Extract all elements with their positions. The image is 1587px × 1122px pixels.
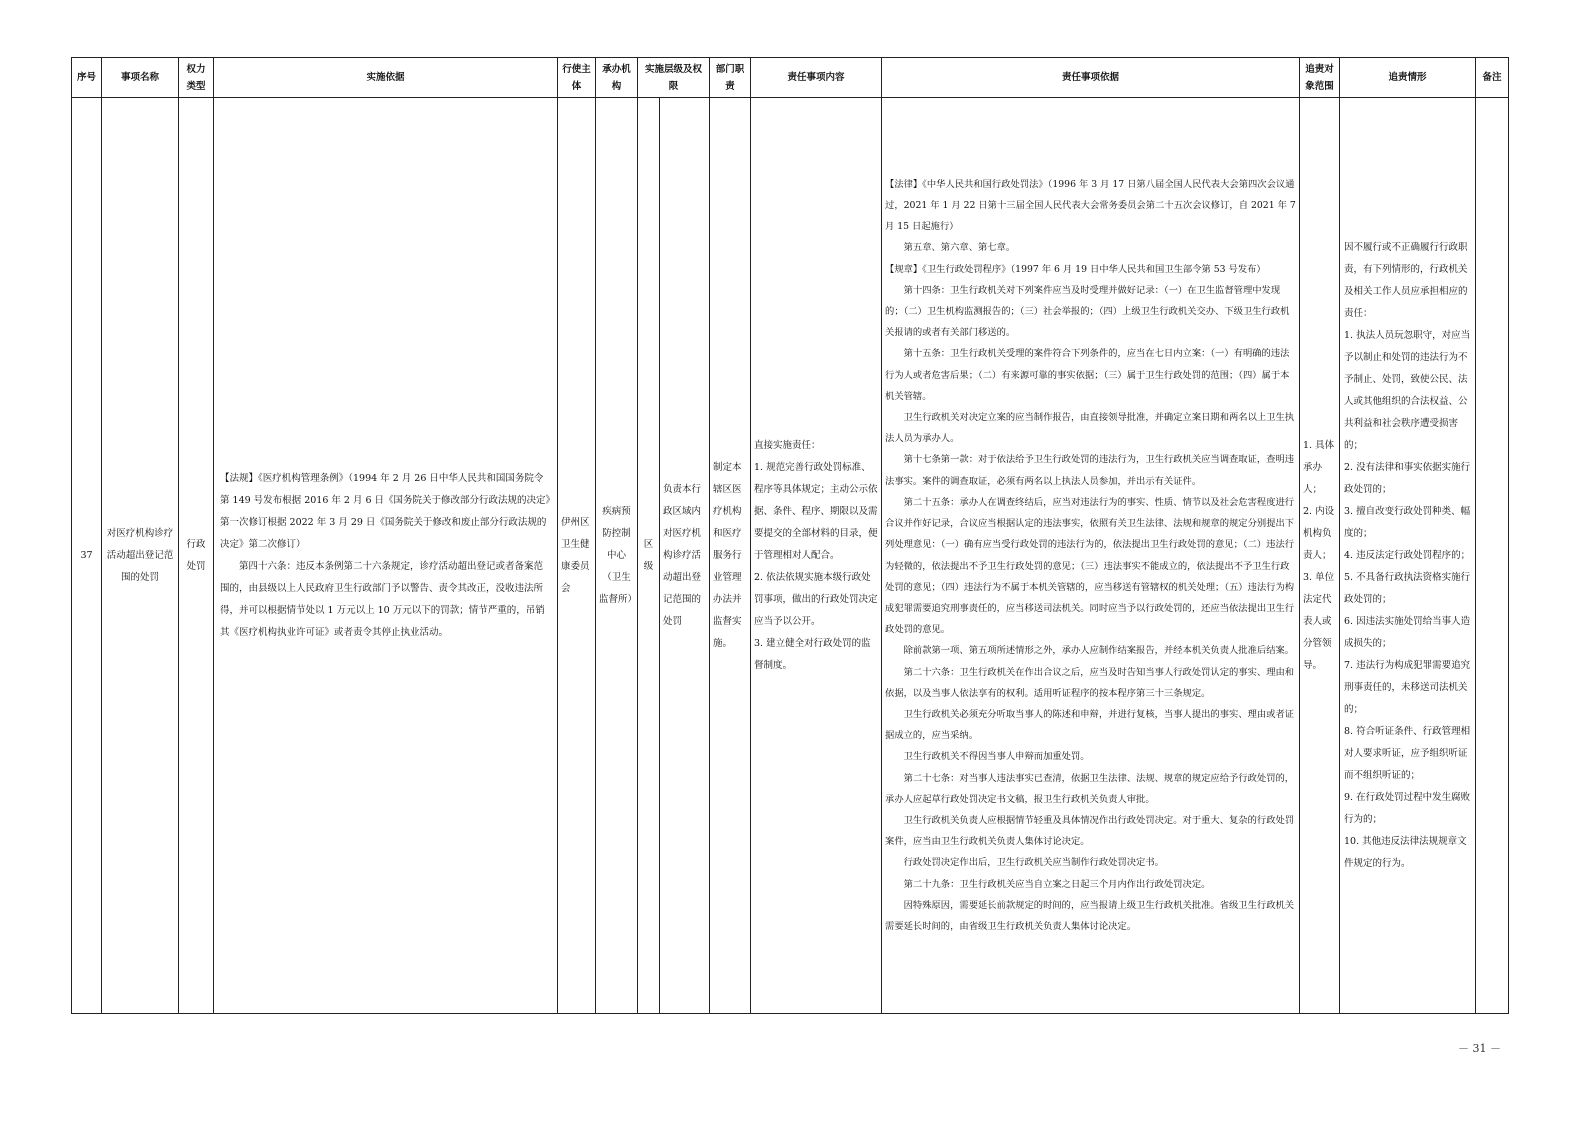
resp-para: 第十七条第一款：对于依法给予卫生行政处罚的违法行为，卫生行政机关应当调查取证，查明违法事实。案件的调查取证，必须有两名以上执法人员参加，并出示有关证件。 (885, 454, 1295, 487)
content-para: 3. 建立健全对行政处罚的监督制度。 (754, 637, 871, 671)
cell-target (1300, 98, 1340, 1014)
cell-item-name: 对医疗机构诊疗活动超出登记范围的处罚 (102, 98, 179, 1014)
content-para: 2. 依法依规实施本级行政处罚事项，做出的行政处罚决定应当予以公开。 (754, 571, 878, 627)
cell-content (751, 98, 882, 1014)
situation-item: 3. 擅自改变行政处罚种类、幅度的； (1344, 505, 1471, 539)
header-level: 实施层级及权限 (638, 58, 710, 98)
cell-authority: 负责本行政区域内对医疗机构诊疗活动超出登记范围的处罚 (660, 98, 710, 1014)
cell-level: 区级 (638, 98, 660, 1014)
cell-basis (214, 98, 558, 1014)
basis-para: 【法规】《医疗机构管理条例》（1994 年 2 月 26 日中华人民共和国国务院令第 149 号发布根据 2016 年 2 月 6 日《国务院关于修改部分行政法规的决定》第一次修订根据 2022 年 3 月 29 日《国务院关于修改和废止部分行政法规的决定》第二次修订） (220, 472, 551, 550)
header-content: 责任事项内容 (751, 58, 882, 98)
header-situations: 追责情形 (1340, 58, 1476, 98)
table-row (72, 98, 1509, 1014)
resp-para: 卫生行政机关对决定立案的应当制作报告，由直接领导批准，并确定立案日期和两名以上卫生执法人员为承办人。 (885, 412, 1295, 445)
resp-para: 【规章】《卫生行政处罚程序》（1997 年 6 月 19 日中华人民共和国卫生部令第 53 号发布） (885, 263, 1266, 275)
content-para: 1. 规范完善行政处罚标准、程序等具体规定；主动公示依据、条件、程序、期限以及需要提交的全部材料的目录，便于管理相对人配合。 (754, 461, 878, 561)
resp-para: 卫生行政机关必须充分听取当事人的陈述和申辩，并进行复核，当事人提出的事实、理由或者证据成立的，应当采纳。 (885, 708, 1295, 742)
cell-seq: 37 (72, 98, 102, 1014)
cell-duty: 制定本辖区医疗机构和医疗服务行业管理办法并监督实施。 (710, 98, 751, 1014)
resp-para: 第五章、第六章、第七章。 (903, 242, 1016, 254)
resp-para: 第二十九条：卫生行政机关应当自立案之日起三个月内作出行政处罚决定。 (903, 878, 1211, 890)
cell-subject: 伊州区卫生健康委员会 (558, 98, 596, 1014)
resp-para: 第二十六条：卫生行政机关在作出合议之后，应当及时告知当事人行政处罚认定的事实、理由和依据，以及当事人依法享有的权利。适用听证程序的按本程序第三十三条规定。 (885, 666, 1295, 699)
situation-item: 1. 执法人员玩忽职守，对应当予以制止和处罚的违法行为不予制止、处罚，致使公民、法人或其他组织的合法权益、公共利益和社会秩序遭受损害的； (1344, 329, 1471, 451)
cell-remark (1476, 98, 1509, 1014)
header-remark: 备注 (1476, 58, 1509, 98)
resp-para: 【法律】《中华人民共和国行政处罚法》（1996 年 3 月 17 日第八届全国人民代表大会第四次会议通过，2021 年 1 月 22 日第十三届全国人民代表大会常务委员会第二十五次会议修订，自 2021 年 7 月 15 日起施行） (885, 178, 1296, 233)
situation-item: 9. 在行政处罚过程中发生腐败行为的； (1344, 791, 1471, 825)
header-item-name: 事项名称 (102, 58, 179, 98)
resp-para: 第二十五条：承办人在调查终结后，应当对违法行为的事实、性质、情节以及社会危害程度进行合议并作好记录，合议应当根据认定的违法事实，依照有关卫生法律、法规和规章的规定分别提出下列处理意见：（一）确有应当受行政处罚的违法行为的，依法提出卫生行政处罚的意见；（二）违法行为轻微的，依法提出不予卫生行政处罚的意见；（三）违法事实不能成立的，依法提出不予卫生行政处罚的意见；（四）违法行为不属于本机关管辖的，应当移送有管辖权的机关处理；（五）违法行为构成犯罪需要追究刑事责任的，应当移送司法机关。同时应当予以行政处罚的，还应当依法提出卫生行政处罚的意见。 (885, 496, 1295, 636)
resp-para: 第十四条：卫生行政机关对下列案件应当及时受理并做好记录：（一）在卫生监督管理中发现的；（二）卫生机构监测报告的；（三）社会举报的；（四）上级卫生行政机关交办、下级卫生行政机关报请的或者有关部门移送的。 (885, 284, 1290, 339)
cell-power-type: 行政处罚 (179, 98, 214, 1014)
content-para: 直接实施责任： (754, 439, 821, 451)
header-subject: 行使主体 (558, 58, 596, 98)
situation-item: 6. 因违法实施处罚给当事人造成损失的； (1344, 615, 1471, 649)
resp-para: 第十五条：卫生行政机关受理的案件符合下列条件的，应当在七日内立案：（一）有明确的违法行为人或者危害后果；（二）有来源可靠的事实依据；（三）属于卫生行政处罚的范围；（四）属于本机关管辖。 (885, 348, 1290, 402)
situation-item: 因不履行或不正确履行行政职责，有下列情形的，行政机关及相关工作人员应承担相应的责任： (1344, 241, 1468, 319)
basis-para: 第四十六条：违反本条例第二十六条规定，诊疗活动超出登记或者备案范围的，由县级以上人民政府卫生行政部门予以警告、责令其改正，没收违法所得，并可以根据情节处以 1 万元以上 10 万元以下的罚款；情节严重的，吊销其《医疗机构执业许可证》或者责令其停止执业活动。 (220, 560, 545, 638)
situation-item: 8. 符合听证条件、行政管理相对人要求听证，应予组织听证而不组织听证的； (1344, 725, 1471, 781)
situation-item: 5. 不具备行政执法资格实施行政处罚的； (1344, 571, 1471, 605)
situation-item: 4. 违反法定行政处罚程序的； (1344, 549, 1471, 561)
header-basis: 实施依据 (214, 58, 558, 98)
header-row (72, 58, 1509, 98)
target-item: 2. 内设机构负责人； (1303, 505, 1335, 561)
header-seq: 序号 (72, 58, 102, 98)
resp-para: 因特殊原因，需要延长前款规定的时间的，应当报请上级卫生行政机关批准。省级卫生行政机关需要延长时间的，由省级卫生行政机关负责人集体讨论决定。 (885, 899, 1295, 932)
header-power-type: 权力类型 (179, 58, 214, 98)
resp-para: 第二十七条：对当事人违法事实已查清，依据卫生法律、法规、规章的规定应给予行政处罚的，承办人应起草行政处罚决定书文稿，报卫生行政机关负责人审批。 (885, 772, 1295, 805)
resp-para: 卫生行政机关负责人应根据情节轻重及具体情况作出行政处罚决定。对于重大、复杂的行政处罚案件，应当由卫生行政机关负责人集体讨论决定。 (885, 814, 1295, 848)
resp-para: 卫生行政机关不得因当事人申辩而加重处罚。 (903, 751, 1090, 763)
page-number: － 31 － (1458, 1042, 1501, 1055)
target-item: 3. 单位法定代表人或分管领导。 (1303, 571, 1335, 671)
target-item: 1. 具体承办人； (1303, 439, 1335, 495)
header-resp-basis: 责任事项依据 (882, 58, 1300, 98)
situation-item: 7. 违法行为构成犯罪需要追究刑事责任的，未移送司法机关的； (1344, 659, 1471, 715)
situation-item: 2. 没有法律和事实依据实施行政处罚的； (1344, 461, 1471, 495)
header-target: 追责对象范围 (1300, 58, 1340, 98)
header-duty: 部门职责 (710, 58, 751, 98)
cell-situations (1340, 98, 1476, 1014)
resp-para: 行政处罚决定作出后，卫生行政机关应当制作行政处罚决定书。 (903, 857, 1164, 869)
situation-item: 10. 其他违反法律法规规章文件规定的行为。 (1344, 835, 1467, 869)
cell-agency: 疾病预防控制中心（卫生监督所） (596, 98, 638, 1014)
resp-para: 除前款第一项、第五项所述情形之外，承办人应制作结案报告，并经本机关负责人批准后结案。 (903, 645, 1295, 657)
responsibility-table (71, 57, 1509, 1014)
cell-resp-basis (882, 98, 1300, 1014)
header-agency: 承办机构 (596, 58, 638, 98)
